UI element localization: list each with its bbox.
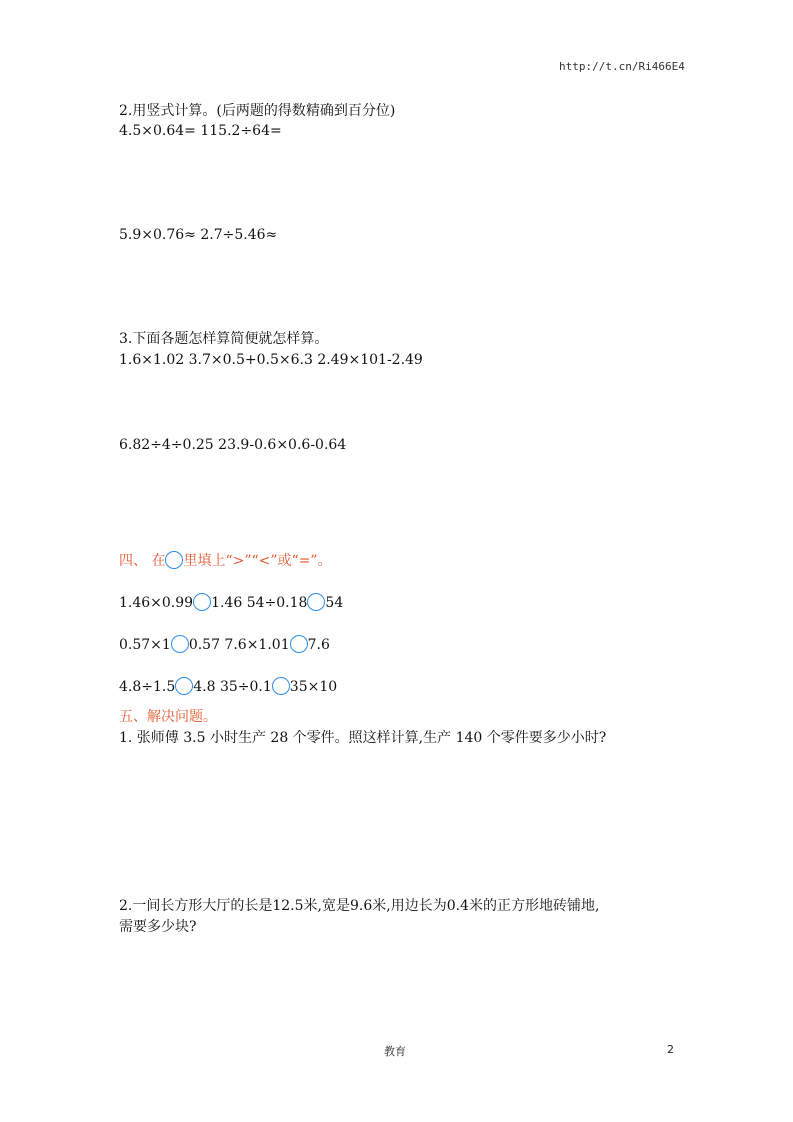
section4-title-post: 里填上“>”“<”或“=”。 (183, 553, 332, 569)
answer-circle-icon (165, 551, 183, 569)
problem-2-line2: 需要多少块? (119, 919, 197, 935)
q3-line2: 6.82÷4÷0.25 23.9-0.6×0.6-0.64 (119, 437, 347, 453)
problem-1: 1. 张师傅 3.5 小时生产 28 个零件。照这样计算,生产 140 个零件要多少小时? (119, 730, 607, 746)
compare-row (119, 635, 330, 654)
footer-center: 教育 (384, 1045, 406, 1058)
compare-expr: 0.57 7.6×1.01 (188, 637, 290, 653)
compare-expr: 35×10 (289, 679, 338, 695)
answer-circle-icon[interactable] (290, 635, 308, 653)
compare-expr: 4.8÷1.5 (119, 679, 176, 695)
answer-circle-icon[interactable] (272, 677, 290, 695)
q3-line1: 1.6×1.02 3.7×0.5+0.5×6.3 2.49×101-2.49 (119, 352, 423, 368)
answer-circle-icon[interactable] (307, 593, 325, 611)
answer-circle-icon[interactable] (175, 677, 193, 695)
answer-circle-icon[interactable] (193, 593, 211, 611)
compare-expr: 7.6 (307, 637, 330, 653)
page-number: 2 (667, 1043, 674, 1056)
compare-expr: 54 (325, 595, 344, 611)
q3-title: 3.下面各题怎样算简便就怎样算。 (119, 331, 329, 347)
compare-expr: 4.8 35÷0.1 (193, 679, 272, 695)
compare-row (119, 593, 343, 612)
section5-title: 五、解决问题。 (119, 709, 217, 725)
compare-expr: 1.46 54÷0.18 (211, 595, 308, 611)
problem-2-line1: 2.一间长方形大厅的长是12.5米,宽是9.6米,用边长为0.4米的正方形地砖铺地, (119, 898, 600, 914)
compare-expr: 0.57×1 (119, 637, 171, 653)
answer-circle-icon[interactable] (171, 635, 189, 653)
q2-title: 2.用竖式计算。(后两题的得数精确到百分位) (119, 103, 396, 119)
section4-title (119, 551, 332, 570)
q2-line2: 5.9×0.76≈ 2.7÷5.46≈ (119, 227, 278, 243)
header-url: http://t.cn/Ri466E4 (559, 60, 685, 73)
compare-row (119, 677, 337, 696)
section4-title-pre: 四、 在 (119, 553, 166, 569)
q2-line1: 4.5×0.64= 115.2÷64= (119, 123, 282, 139)
compare-expr: 1.46×0.99 (119, 595, 194, 611)
